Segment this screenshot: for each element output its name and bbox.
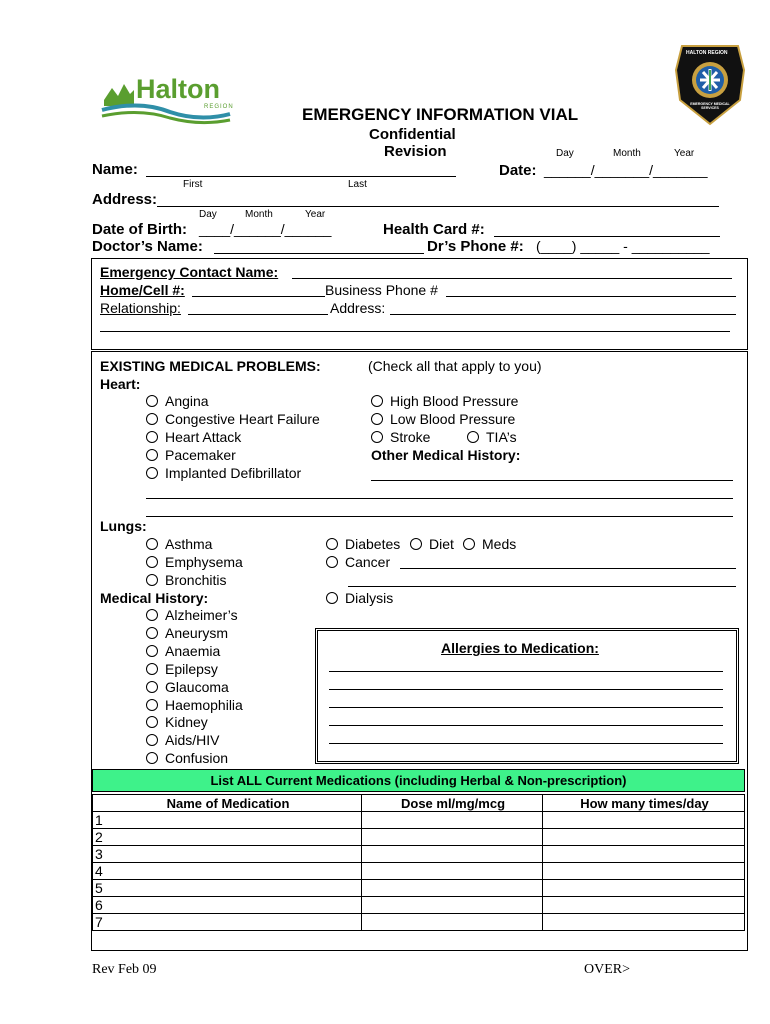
checkbox-circle-icon[interactable] [146,645,158,657]
dose-cell[interactable] [362,846,543,863]
medical-heading: EXISTING MEDICAL PROBLEMS: [100,358,321,374]
dose-cell[interactable] [362,897,543,914]
col-header-dose: Dose ml/mg/mcg [362,795,543,812]
dose-cell[interactable] [362,863,543,880]
doctor-label: Doctor’s Name: [92,238,203,255]
home-cell-label: Home/Cell #: [100,282,185,298]
checkbox-circle-icon[interactable] [146,538,158,550]
times-cell[interactable] [543,863,745,880]
cancer-field-2[interactable] [348,586,736,587]
table-row[interactable] [93,914,745,931]
times-cell[interactable] [543,897,745,914]
logo-subtext: REGION [204,104,234,110]
contact-address-label: Address: [330,300,386,316]
checkbox-circle-icon[interactable] [326,538,338,550]
allergy-line-5[interactable] [329,743,723,744]
table-header-row [93,795,745,812]
checkbox-dialysis[interactable]: Dialysis [326,590,393,606]
dob-field[interactable]: ____/______/______ [199,221,332,237]
badge-bottom-text: EMERGENCY MEDICAL SERVICES [690,102,730,110]
checkbox-emphysema[interactable]: Emphysema [146,554,243,570]
checkbox-circle-icon[interactable] [326,592,338,604]
address-label: Address: [92,191,158,208]
dose-cell[interactable] [362,829,543,846]
times-cell[interactable] [543,812,745,829]
table-row[interactable] [93,812,745,829]
medications-banner-text: List ALL Current Medications (including Herbal & Non-prescription) [210,773,627,788]
allergy-line-3[interactable] [329,707,723,708]
badge-top-text: HALTON REGION [686,50,728,56]
checkbox-low-bp[interactable]: Low Blood Pressure [371,411,515,427]
times-cell[interactable] [543,846,745,863]
checkbox-confusion[interactable]: Confusion [146,750,228,766]
dob-label: Date of Birth: [92,221,187,238]
row-number[interactable]: 6 [93,897,362,914]
date-field[interactable]: ______/_______/_______ [544,162,708,178]
other-history-line-3[interactable] [146,516,733,517]
checkbox-circle-icon[interactable] [146,663,158,675]
footer-over: OVER> [584,962,631,977]
row-number[interactable]: 5 [93,880,362,897]
contact-name-field[interactable] [292,278,732,279]
dob-year-caption: Year [305,209,326,220]
dose-cell[interactable] [362,812,543,829]
allergy-line-2[interactable] [329,689,723,690]
checkbox-cancer[interactable]: Cancer [326,554,390,570]
col-header-times: How many times/day [543,795,745,812]
heart-label: Heart: [100,376,141,392]
name-field[interactable] [146,176,456,177]
checkbox-circle-icon[interactable] [146,431,158,443]
date-month-caption: Month [613,148,641,159]
medications-table [92,794,745,931]
revision-label: Revision [384,143,447,160]
table-row[interactable] [93,897,745,914]
row-number[interactable]: 3 [93,846,362,863]
row-number[interactable]: 4 [93,863,362,880]
checkbox-angina[interactable]: Angina [146,393,209,409]
checkbox-diet[interactable]: Diet [410,536,454,552]
checkbox-circle-icon[interactable] [146,467,158,479]
contact-name-label: Emergency Contact Name: [100,264,279,280]
lungs-label: Lungs: [100,518,147,534]
checkbox-circle-icon[interactable] [410,538,422,550]
checkbox-circle-icon[interactable] [467,431,479,443]
checkbox-meds[interactable]: Meds [463,536,516,552]
other-history-line-2[interactable] [146,498,733,499]
contact-address-field[interactable] [390,314,736,315]
date-day-caption: Day [556,148,574,159]
page-title: EMERGENCY INFORMATION VIAL [302,105,579,124]
checkbox-chf[interactable]: Congestive Heart Failure [146,411,320,427]
other-history-line-1[interactable] [371,480,733,481]
address-field[interactable] [157,206,719,207]
times-cell[interactable] [543,829,745,846]
checkbox-circle-icon[interactable] [146,609,158,621]
allergy-line-4[interactable] [329,725,723,726]
checkbox-epilepsy[interactable]: Epilepsy [146,661,218,677]
checkbox-circle-icon[interactable] [146,627,158,639]
checkbox-haemophilia[interactable]: Haemophilia [146,697,243,713]
table-row[interactable] [93,846,745,863]
relationship-label: Relationship: [100,300,181,316]
dr-phone-label: Dr’s Phone #: [427,238,524,255]
footer-revision: Rev Feb 09 [92,962,157,977]
checkbox-high-bp[interactable]: High Blood Pressure [371,393,518,409]
times-cell[interactable] [543,880,745,897]
ems-badge [674,42,746,126]
check-note: (Check all that apply to you) [368,358,542,374]
allergy-line-1[interactable] [329,671,723,672]
first-caption: First [183,179,203,190]
checkbox-bronchitis[interactable]: Bronchitis [146,572,226,588]
medical-history-label: Medical History: [100,590,209,606]
checkbox-circle-icon[interactable] [146,734,158,746]
checkbox-circle-icon[interactable] [326,556,338,568]
checkbox-circle-icon[interactable] [146,752,158,764]
date-year-caption: Year [674,148,695,159]
health-card-field[interactable] [494,236,720,237]
business-phone-label: Business Phone # [325,282,438,298]
checkbox-kidney[interactable]: Kidney [146,714,208,730]
checkbox-circle-icon[interactable] [371,395,383,407]
checkbox-tias[interactable]: TIA’s [467,429,517,445]
doctor-field[interactable] [214,253,424,254]
dob-month-caption: Month [245,209,273,220]
checkbox-pacemaker[interactable]: Pacemaker [146,447,236,463]
checkbox-anaemia[interactable]: Anaemia [146,643,220,659]
home-cell-field[interactable] [192,296,325,297]
business-phone-field[interactable] [446,296,736,297]
contact-extra-line[interactable] [100,331,730,332]
table-row[interactable] [93,863,745,880]
logo-text: Halton [136,74,220,104]
relationship-field[interactable] [188,314,328,315]
last-caption: Last [348,179,367,190]
checkbox-defibrillator[interactable]: Implanted Defibrillator [146,465,301,481]
checkbox-diabetes[interactable]: Diabetes [326,536,400,552]
health-card-label: Health Card #: [383,221,485,238]
confidential-label: Confidential [369,126,456,143]
name-label: Name: [92,161,138,178]
checkbox-circle-icon[interactable] [146,556,158,568]
dose-cell[interactable] [362,880,543,897]
col-header-name: Name of Medication [93,795,362,812]
medications-banner [92,769,745,792]
cancer-field[interactable] [400,568,736,569]
dose-cell[interactable] [362,914,543,931]
checkbox-asthma[interactable]: Asthma [146,536,212,552]
checkbox-heart-attack[interactable]: Heart Attack [146,429,241,445]
checkbox-circle-icon[interactable] [146,395,158,407]
table-row[interactable] [93,829,745,846]
checkbox-aneurysm[interactable]: Aneurysm [146,625,228,641]
checkbox-aids-hiv[interactable]: Aids/HIV [146,732,219,748]
checkbox-circle-icon[interactable] [146,681,158,693]
row-number[interactable]: 7 [93,914,362,931]
other-history-label: Other Medical History: [371,447,521,463]
checkbox-circle-icon[interactable] [146,449,158,461]
row-number[interactable]: 2 [93,829,362,846]
checkbox-alzheimers[interactable]: Alzheimer’s [146,607,238,623]
checkbox-circle-icon[interactable] [146,716,158,728]
allergies-label: Allergies to Medication: [441,640,599,656]
checkbox-circle-icon[interactable] [146,699,158,711]
times-cell[interactable] [543,914,745,931]
checkbox-circle-icon[interactable] [463,538,475,550]
halton-logo [100,70,235,125]
dr-phone-field[interactable]: (____) _____ - __________ [536,238,710,254]
checkbox-circle-icon[interactable] [146,574,158,586]
checkbox-circle-icon[interactable] [371,413,383,425]
checkbox-stroke[interactable]: Stroke [371,429,430,445]
dob-day-caption: Day [199,209,217,220]
table-row[interactable] [93,880,745,897]
checkbox-glaucoma[interactable]: Glaucoma [146,679,229,695]
row-number[interactable]: 1 [93,812,362,829]
checkbox-circle-icon[interactable] [371,431,383,443]
date-label: Date: [499,162,537,179]
checkbox-circle-icon[interactable] [146,413,158,425]
